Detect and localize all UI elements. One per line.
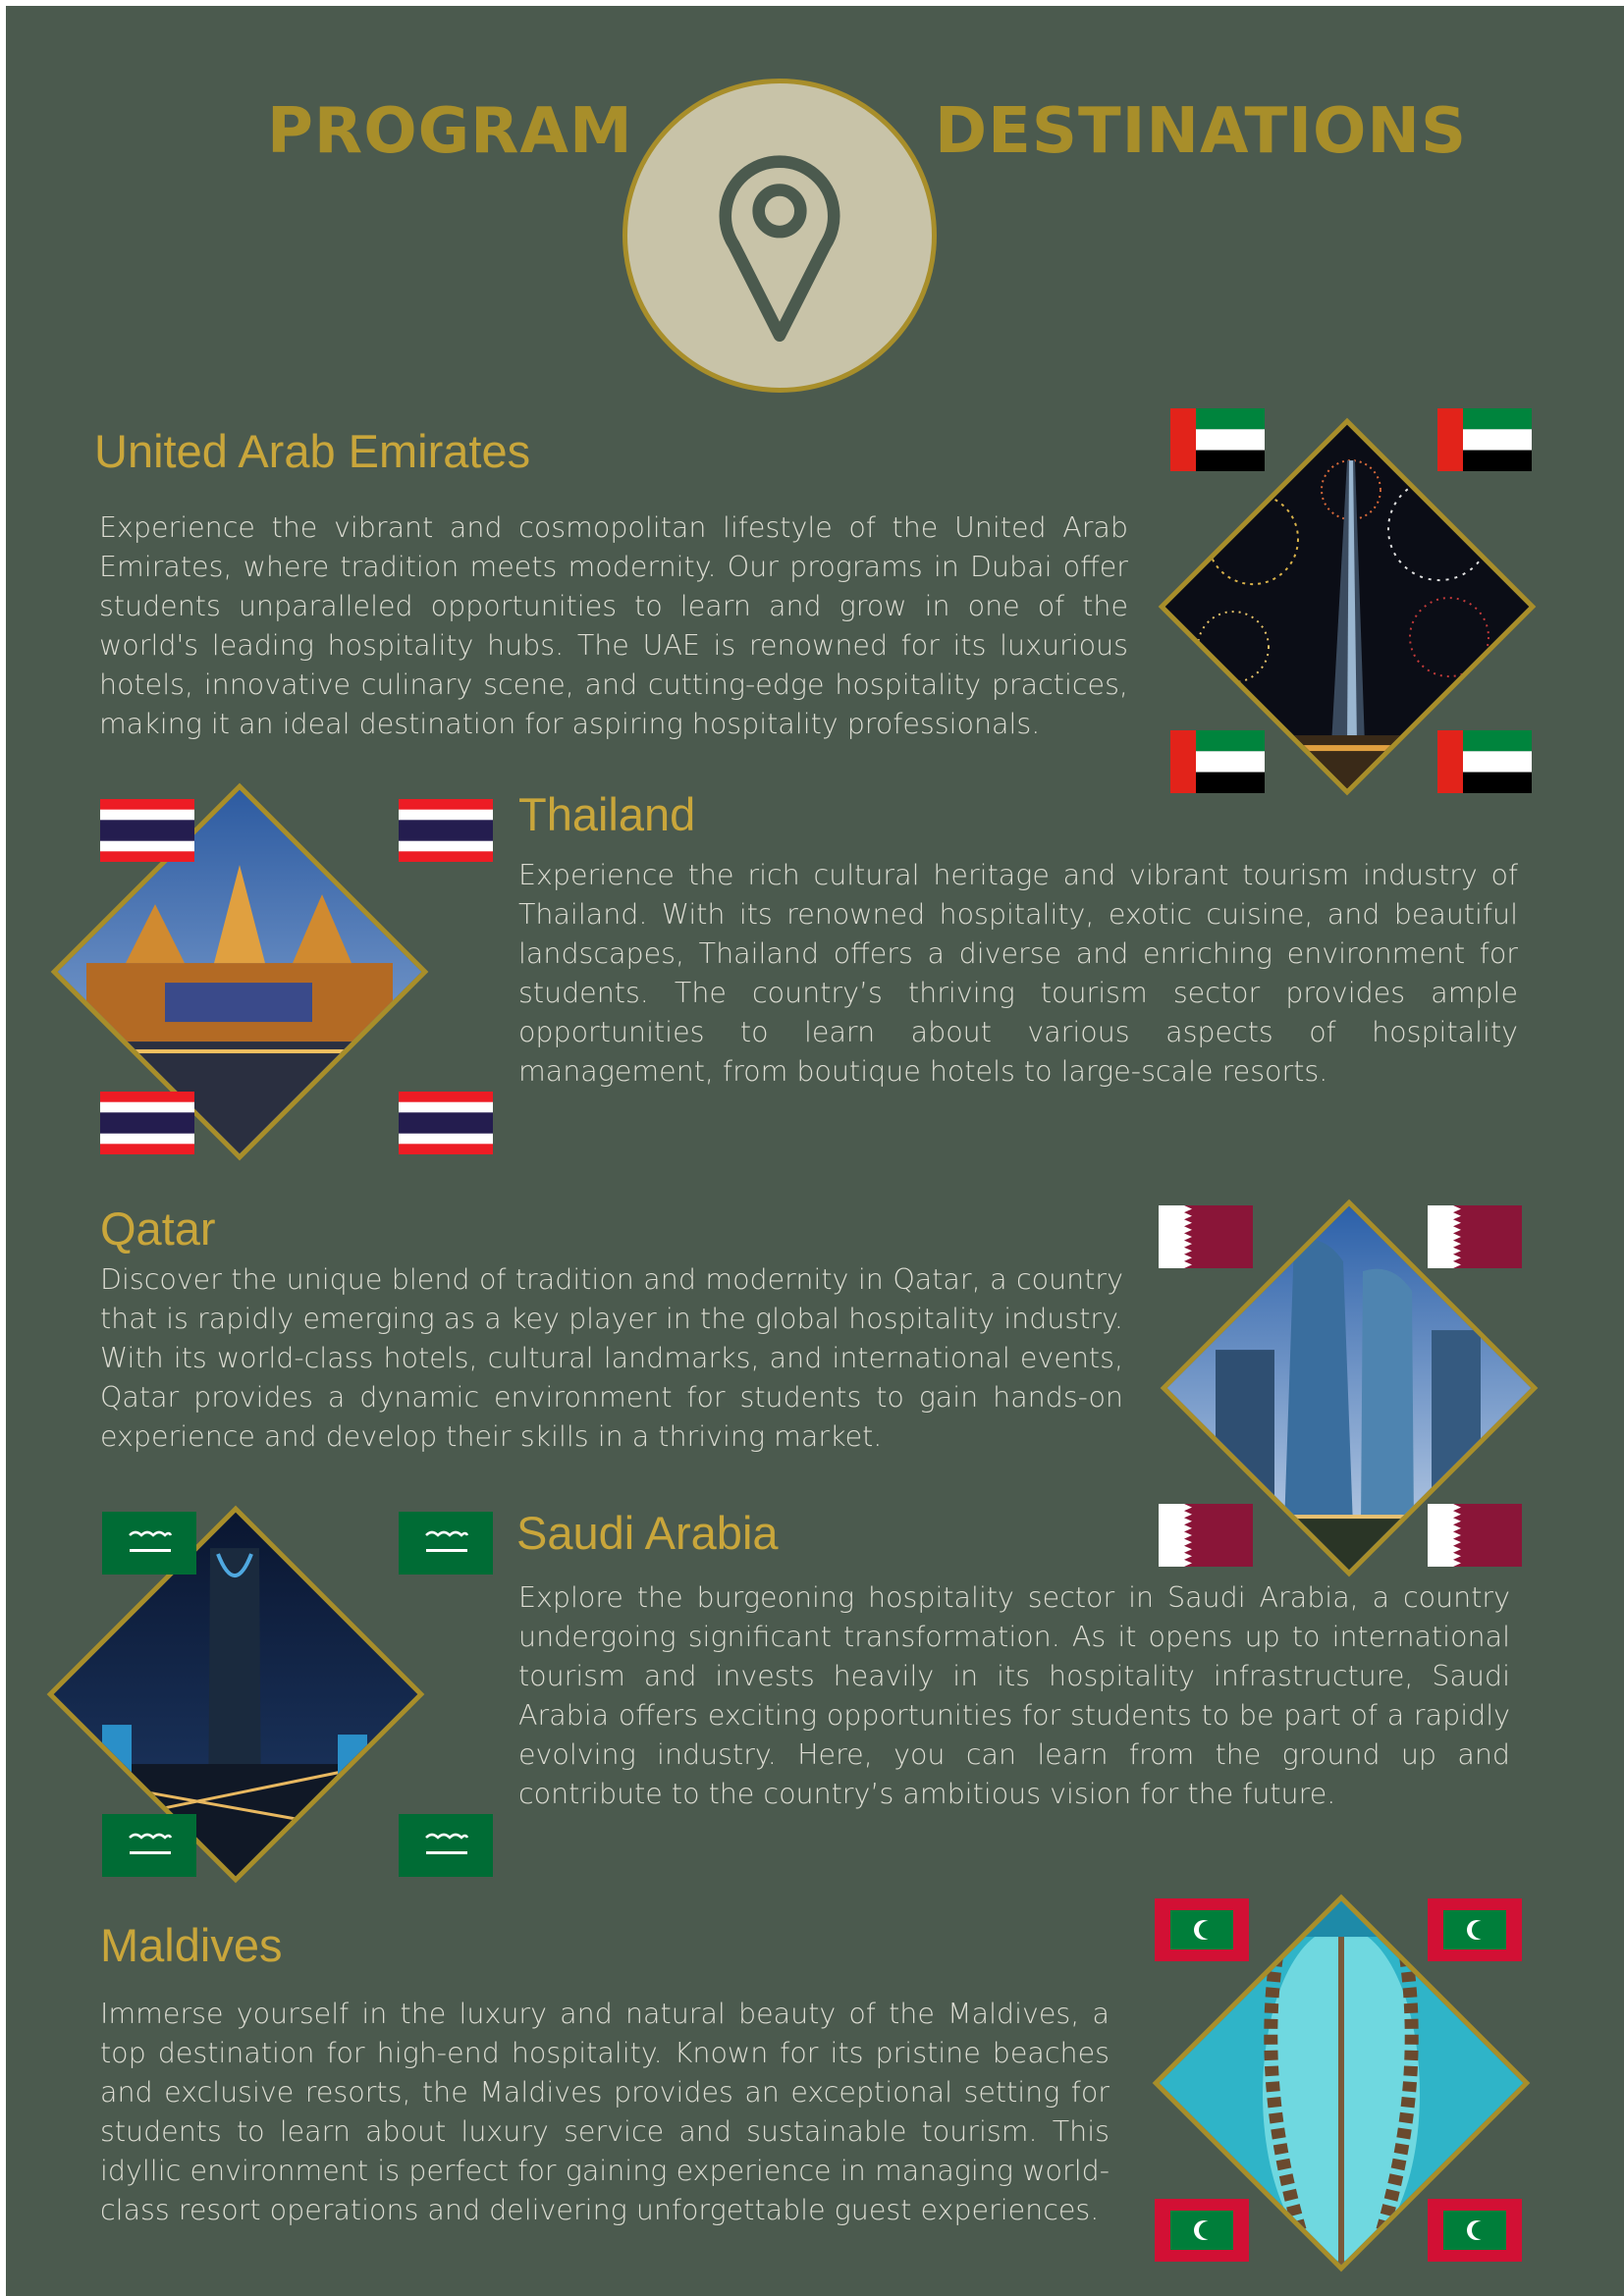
saudi-flag-icon	[102, 1814, 196, 1877]
heading-saudi-arabia: Saudi Arabia	[516, 1507, 779, 1559]
maldives-flag-icon	[1155, 1898, 1249, 1961]
qatar-flag-icon	[1159, 1205, 1253, 1268]
heading-qatar: Qatar	[100, 1202, 216, 1255]
text-thailand: Experience the rich cultural heritage and vibrant tourism industry of Thailand. With its renowned hospitality, exotic cuisine, and beautiful landscapes, Thailand offers a diverse and enriching environment for students. The country’s thriving tourism sector provides ample opportunities to learn about various aspects of hospitality management, from boutique hotels to large-scale resorts.	[518, 859, 1518, 1088]
saudi-flag-icon	[399, 1512, 493, 1575]
saudi-flag-icon	[399, 1814, 493, 1877]
page	[6, 6, 1624, 2296]
qatar-flag-icon	[1428, 1504, 1522, 1567]
qatar-flag-icon	[1159, 1504, 1253, 1567]
text-maldives: Immerse yourself in the luxury and natural beauty of the Maldives, a top destination for high-end hospitality. Known for its pristine beaches and exclusive resorts, the Maldives provides an exceptional setting for students to learn about luxury service and sustainable tourism. This idyllic environment is perfect for gaining experience in managing world-class resort operations and delivering unforgettable guest experiences.	[100, 1998, 1110, 2226]
thailand-flag-icon	[100, 1092, 194, 1154]
maldives-flag-icon	[1155, 2199, 1249, 2262]
uae-flag-icon	[1170, 408, 1265, 471]
thailand-flag-icon	[399, 799, 493, 862]
thailand-flag-icon	[100, 799, 194, 862]
text-uae: Experience the vibrant and cosmopolitan lifestyle of the United Arab Emirates, where tradition meets modernity. Our programs in Dubai offer students unparalleled opportunities to learn and grow in one of the world's leading hospitality hubs. The UAE is renowned for its luxurious hotels, innovative culinary scene, and cutting-edge hospitality practices, making it an ideal destination for aspiring hospitality professionals.	[99, 511, 1128, 740]
maldives-flag-icon	[1428, 1898, 1522, 1961]
map-pin-icon	[627, 83, 932, 388]
saudi-flag-icon	[102, 1512, 196, 1575]
uae-flag-icon	[1437, 730, 1532, 793]
uae-flag-icon	[1170, 730, 1265, 793]
title-destinations: DESTINATIONS	[935, 95, 1468, 168]
title-program: PROGRAM	[267, 95, 633, 168]
map-pin-badge	[623, 79, 937, 393]
heading-maldives: Maldives	[100, 1919, 283, 1971]
uae-flag-icon	[1437, 408, 1532, 471]
heading-uae: United Arab Emirates	[94, 425, 531, 477]
heading-thailand: Thailand	[518, 788, 696, 840]
text-qatar: Discover the unique blend of tradition and modernity in Qatar, a country that is rapidly emerging as a key player in the global hospitality industry. With its world-class hotels, cultural landmarks, and international events, Qatar provides a dynamic environment for students to gain hands-on experience and develop their skills in a thriving market.	[100, 1263, 1123, 1453]
text-saudi-arabia: Explore the burgeoning hospitality sector in Saudi Arabia, a country undergoing significant transformation. As it opens up to international tourism and invests heavily in its hospitality infrastructure, Saudi Arabia offers exciting opportunities for students to be part of a rapidly evolving industry. Here, you can learn from the ground up and contribute to the country’s ambitious vision for the future.	[518, 1581, 1510, 1810]
qatar-flag-icon	[1428, 1205, 1522, 1268]
maldives-flag-icon	[1428, 2199, 1522, 2262]
thailand-flag-icon	[399, 1092, 493, 1154]
